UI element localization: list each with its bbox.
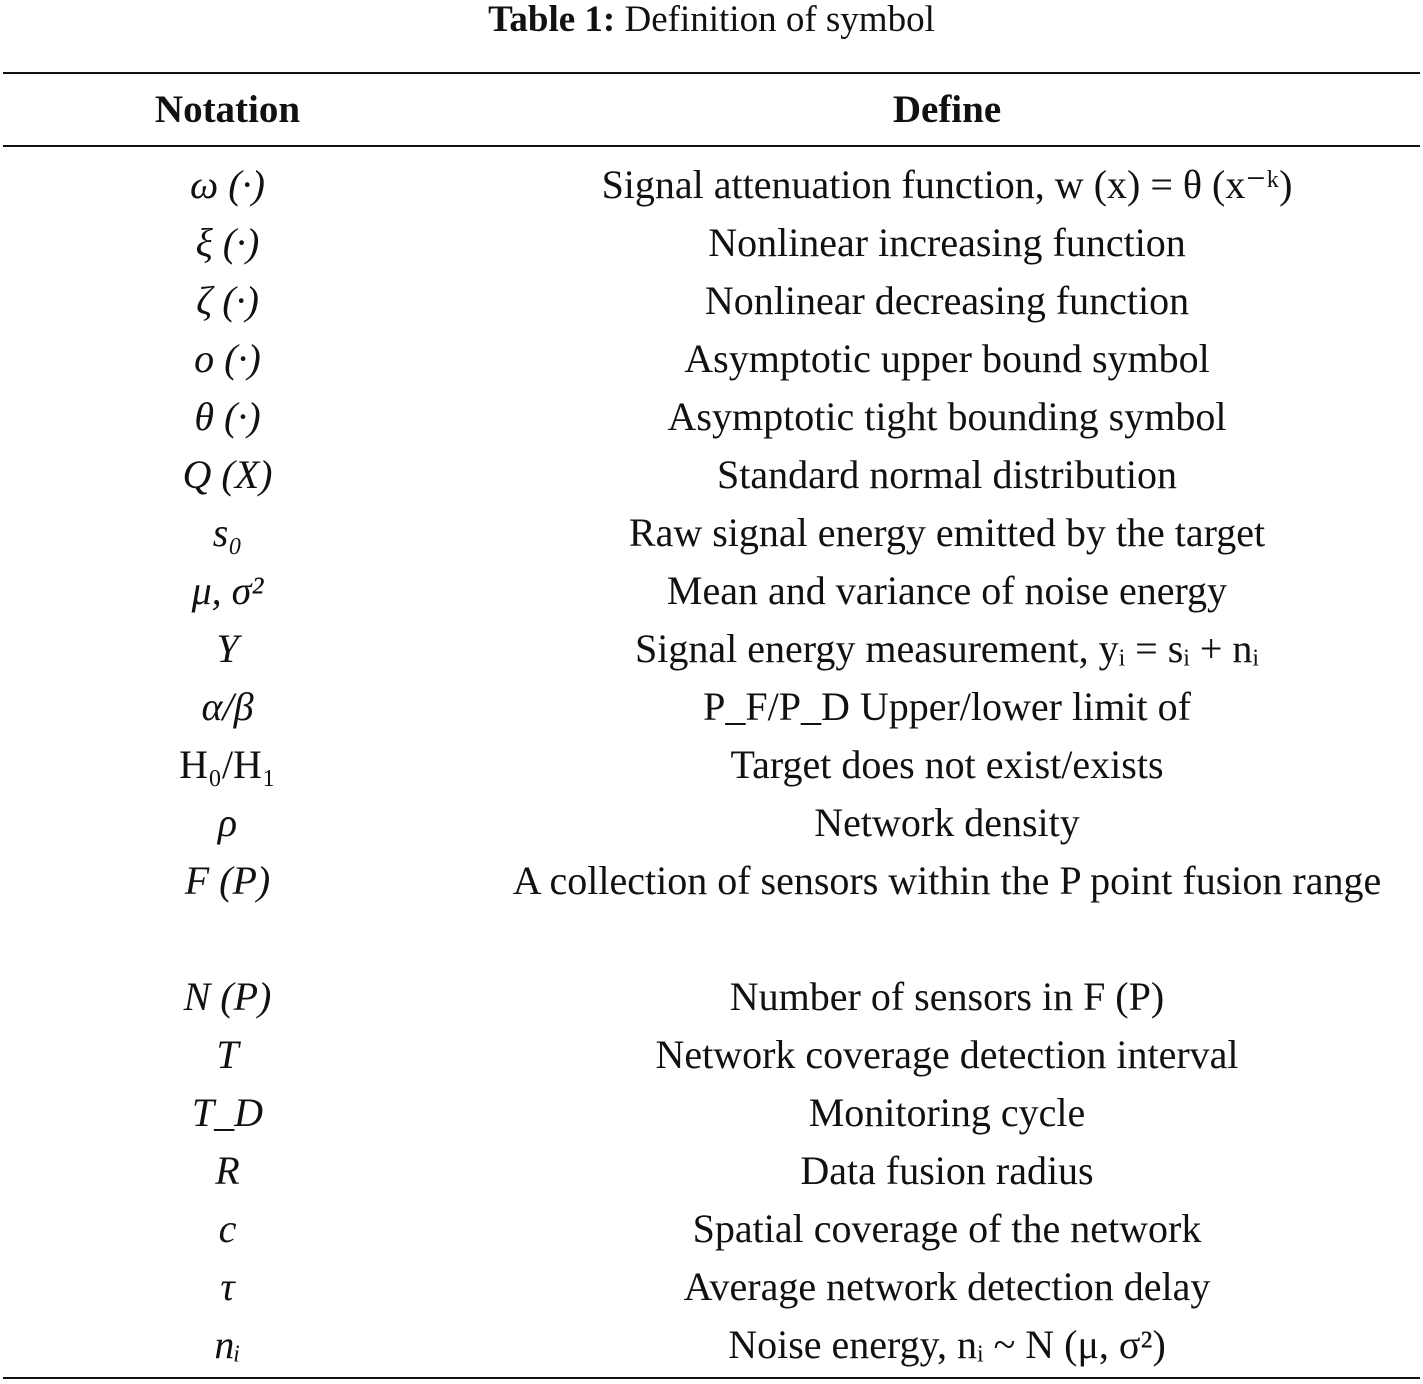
define-cell: Monitoring cycle: [808, 1090, 1086, 1135]
notation-cell: θ (·): [194, 394, 261, 439]
notation-cell: F (P): [184, 858, 271, 903]
table-row: [0, 1316, 1423, 1374]
define-cell: Asymptotic tight bounding symbol: [667, 394, 1227, 439]
define-cell: Network density: [814, 800, 1080, 845]
define-cell: Raw signal energy emitted by the target: [628, 510, 1266, 555]
table-row: [0, 446, 1423, 504]
notation-cell: α/β: [201, 684, 254, 729]
define-cell: Asymptotic upper bound symbol: [684, 336, 1210, 381]
notation-cell: c: [218, 1206, 237, 1251]
define-cell: Mean and variance of noise energy: [666, 568, 1228, 613]
notation-cell: ω (·): [190, 162, 265, 207]
caption-label: Table 1:: [488, 0, 616, 40]
notation-cell: Y: [216, 626, 239, 671]
table-row: [0, 1258, 1423, 1316]
bottom-rule: [3, 1377, 1420, 1379]
notation-cell: ζ (·): [196, 278, 259, 323]
define-cell: A collection of sensors within the P point fusion range: [512, 858, 1382, 903]
define-cell: P_F/P_D Upper/lower limit of: [703, 684, 1191, 729]
define-cell: Noise energy, nᵢ ~ N (μ, σ²): [728, 1322, 1166, 1367]
table-row: [0, 968, 1423, 1026]
table-row: [0, 388, 1423, 446]
table-row: [0, 330, 1423, 388]
table-row: [0, 562, 1423, 620]
define-cell: Number of sensors in F (P): [729, 974, 1165, 1019]
header-rule: [3, 145, 1420, 147]
table-row: [0, 1142, 1423, 1200]
table-row: [0, 794, 1423, 852]
define-cell: Nonlinear decreasing function: [704, 278, 1190, 323]
notation-cell: T_D: [191, 1090, 264, 1135]
caption-text: Definition of symbol: [624, 0, 935, 40]
table-row: [0, 272, 1423, 330]
table-row: [0, 620, 1423, 678]
define-cell: Target does not exist/exists: [730, 742, 1164, 787]
table-row: [0, 1084, 1423, 1142]
table-row: [0, 1026, 1423, 1084]
notation-cell: ρ: [217, 800, 238, 845]
notation-cell: N (P): [183, 974, 272, 1019]
header-define: Define: [892, 88, 1002, 131]
define-cell: Nonlinear increasing function: [708, 220, 1186, 265]
table-row: [0, 504, 1423, 562]
table-row: [0, 214, 1423, 272]
notation-cell: μ, σ²: [191, 568, 264, 613]
table-row: [0, 156, 1423, 214]
notation-cell: τ: [220, 1264, 235, 1309]
table-row: [0, 678, 1423, 736]
notation-cell: H₀/H₁: [179, 742, 276, 787]
table-row: [0, 1200, 1423, 1258]
table-row: [0, 852, 1423, 968]
notation-cell: Q (X): [182, 452, 273, 497]
define-cell: Data fusion radius: [800, 1148, 1094, 1193]
notation-cell: R: [215, 1148, 240, 1193]
notation-cell: s₀: [212, 510, 243, 555]
top-rule: [3, 72, 1420, 74]
table-row: [0, 736, 1423, 794]
define-cell: Signal attenuation function, w (x) = θ (x⁻ᵏ): [601, 162, 1293, 207]
define-cell: Standard normal distribution: [717, 452, 1177, 497]
define-cell: Signal energy measurement, yᵢ = sᵢ + nᵢ: [635, 626, 1259, 671]
define-cell: Average network detection delay: [683, 1264, 1211, 1309]
define-cell: Spatial coverage of the network: [692, 1206, 1202, 1251]
notation-cell: ξ (·): [195, 220, 260, 265]
notation-cell: T: [216, 1032, 239, 1077]
notation-cell: nᵢ: [214, 1322, 241, 1367]
table-caption: [0, 0, 1423, 40]
define-cell: Network coverage detection interval: [655, 1032, 1239, 1077]
header-notation: Notation: [154, 88, 301, 131]
notation-cell: o (·): [194, 336, 261, 381]
